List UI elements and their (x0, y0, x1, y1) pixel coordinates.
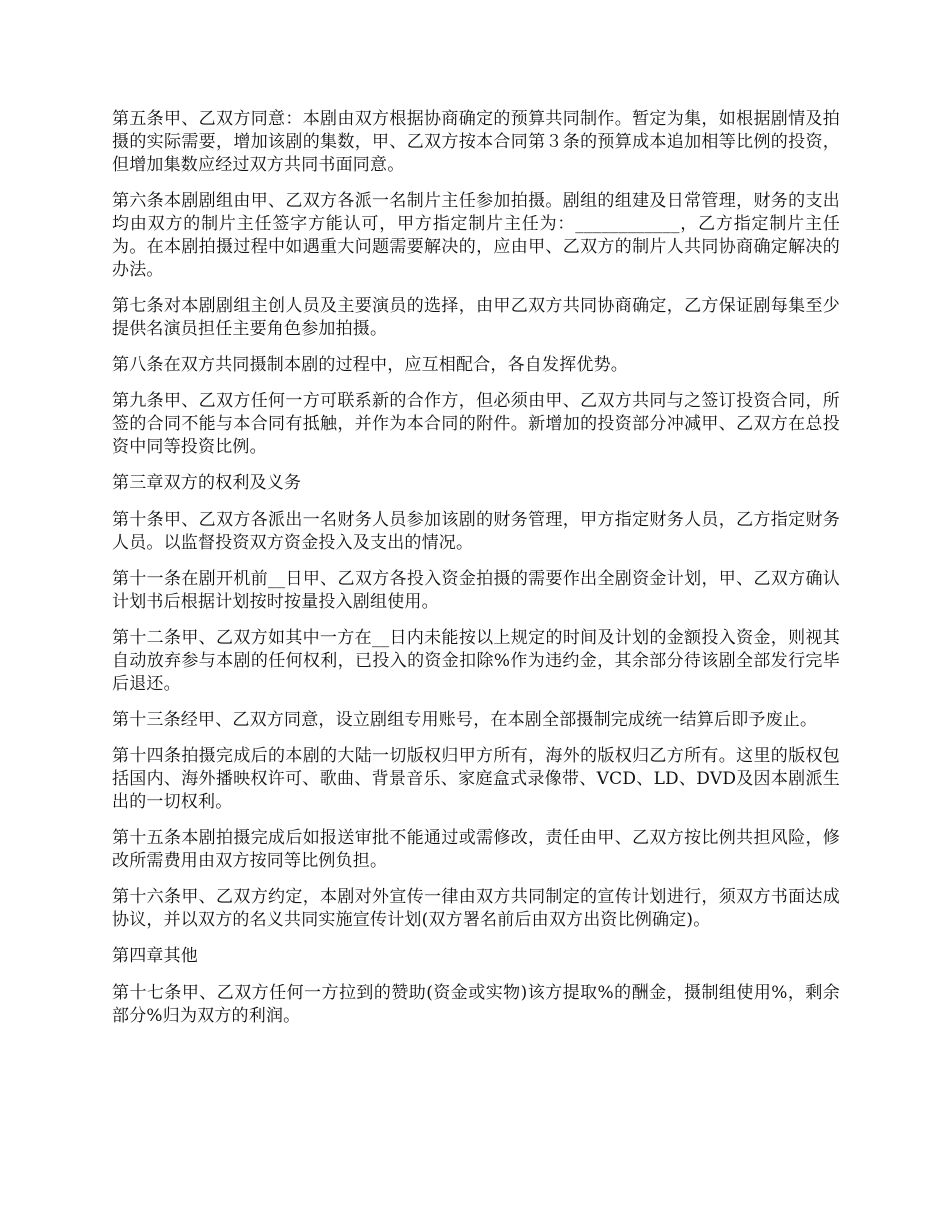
article-12: 第十二条甲、乙双方如其中一方在__日内未能按以上规定的时间及计划的金额投入资金，则视其自动放弃参与本剧的任何权利，已投入的资金扣除%作为违约金，其余部分待该剧全部发行完毕后退还。 (112, 628, 840, 694)
article-8: 第八条在双方共同摄制本剧的过程中，应互相配合，各自发挥优势。 (112, 355, 628, 375)
article-13: 第十三条经甲、乙双方同意，设立剧组专用账号，在本剧全部摄制完成统一结算后即予废止。 (112, 710, 818, 730)
chapter-4-heading: 第四章其他 (112, 946, 198, 966)
chapter-3-heading: 第三章双方的权利及义务 (112, 473, 302, 493)
article-17: 第十七条甲、乙双方任何一方拉到的赞助(资金或实物)该方提取%的酬金，摄制组使用%，剩余部分%归为双方的利润。 (112, 983, 840, 1026)
article-14: 第十四条拍摄完成后的本剧的大陆一切版权归甲方所有，海外的版权归乙方所有。这里的版权包括国内、海外播映权许可、歌曲、背景音乐、家庭盒式录像带、VCD、LD、DVD及因本剧派生出的一切权利。 (112, 746, 840, 812)
article-10: 第十条甲、乙双方各派出一名财务人员参加该剧的财务管理，甲方指定财务人员，乙方指定财务人员。以监督投资双方资金投入及支出的情况。 (112, 510, 840, 553)
article-9: 第九条甲、乙双方任何一方可联系新的合作方，但必须由甲、乙双方共同与之签订投资合同，所签的合同不能与本合同有抵触，并作为本合同的附件。新增加的投资部分冲减甲、乙双方在总投资中同等投资比例。 (112, 391, 840, 457)
article-15: 第十五条本剧拍摄完成后如报送审批不能通过或需修改，责任由甲、乙双方按比例共担风险，修改所需费用由双方按同等比例负担。 (112, 828, 840, 871)
article-11: 第十一条在剧开机前__日甲、乙双方各投入资金拍摄的需要作出全剧资金计划，甲、乙双方确认计划书后根据计划按时按量投入剧组使用。 (112, 569, 840, 612)
document-page (112, 108, 840, 1041)
article-5: 第五条甲、乙双方同意：本剧由双方根据协商确定的预算共同制作。暂定为集，如根据剧情及拍摄的实际需要，增加该剧的集数，甲、乙双方按本合同第３条的预算成本追加相等比例的投资，但增加集数应经过双方共同书面同意。 (112, 109, 840, 175)
article-6: 第六条本剧剧组由甲、乙双方各派一名制片主任参加拍摄。剧组的组建及日常管理，财务的支出均由双方的制片主任签字方能认可，甲方指定制片主任为：____________，乙方指定制片主任为。在本剧拍摄过程中如遇重大问题需要解决的，应由甲、乙双方的制片人共同协商确定解决的办法。 (112, 191, 840, 280)
article-7: 第七条对本剧剧组主创人员及主要演员的选择，由甲乙双方共同协商确定，乙方保证剧每集至少提供名演员担任主要角色参加拍摄。 (112, 296, 840, 339)
article-16: 第十六条甲、乙双方约定，本剧对外宣传一律由双方共同制定的宣传计划进行，须双方书面达成协议，并以双方的名义共同实施宣传计划(双方署名前后由双方出资比例确定)。 (112, 887, 840, 930)
